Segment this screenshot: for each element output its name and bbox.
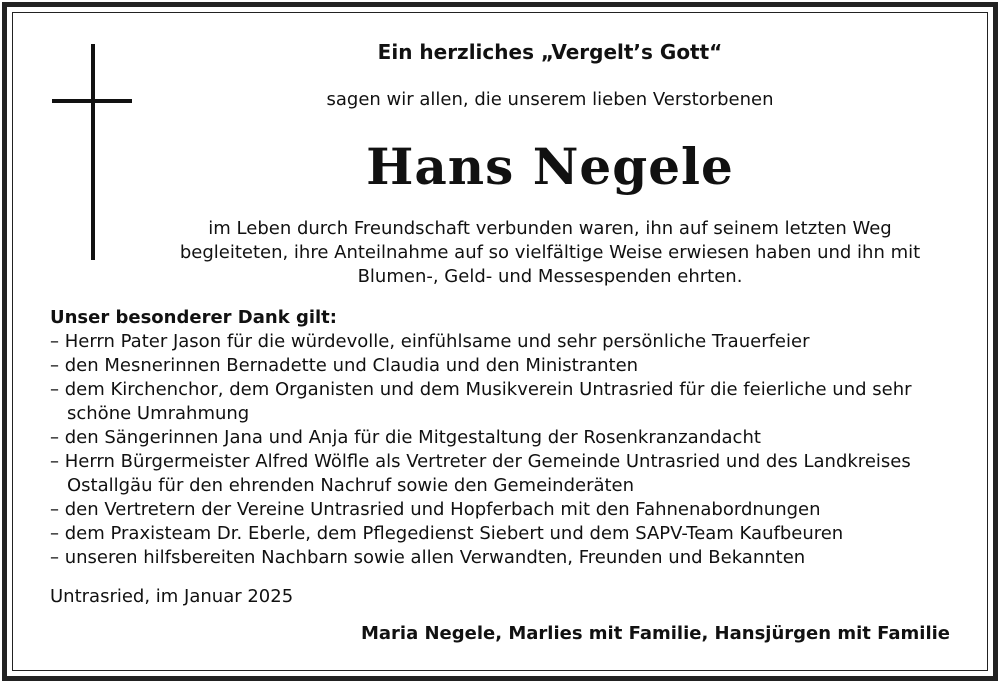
- thanks-title: Ein herzliches „Vergelt’s Gott“: [377, 40, 723, 64]
- intro-paragraph: [150, 217, 950, 289]
- list-item: – dem Praxisteam Dr. Eberle, dem Pflegedienst Siebert und dem SAPV-Team Kaufbeuren: [50, 523, 844, 544]
- intro-line: im Leben durch Freundschaft verbunden waren, ihn auf seinem letzten Weg: [208, 218, 892, 239]
- place-date: Untrasried, im Januar 2025: [50, 586, 294, 607]
- intro-line: Blumen-, Geld- und Messespenden ehrten.: [357, 266, 743, 287]
- list-item: – den Sängerinnen Jana und Anja für die Mitgestaltung der Rosenkranzandacht: [50, 427, 761, 448]
- acknowledgements-heading: Unser besonderer Dank gilt:: [50, 307, 337, 328]
- list-item: – den Vertretern der Vereine Untrasried und Hopferbach mit den Fahnenabordnungen: [50, 499, 821, 520]
- list-item: – den Mesnerinnen Bernadette und Claudia und den Ministranten: [50, 355, 639, 376]
- thanks-subtitle: sagen wir allen, die unserem lieben Verstorbenen: [326, 89, 774, 110]
- acknowledgements: [50, 306, 950, 570]
- list-item: – Herrn Bürgermeister Alfred Wölfle als Vertreter der Gemeinde Untrasried und des Landkreises Ostallgäu für den ehrenden Nachruf sowie den Gemeinderäten: [50, 451, 911, 496]
- acknowledgements-list: [50, 330, 950, 570]
- deceased-name: Hans Negele: [366, 137, 734, 196]
- list-item: – unseren hilfsbereiten Nachbarn sowie allen Verwandten, Freunden und Bekannten: [50, 547, 806, 568]
- list-item: – dem Kirchenchor, dem Organisten und dem Musikverein Untrasried für die feierliche und sehr schöne Umrahmung: [50, 379, 912, 424]
- cross-horizontal-bar: [52, 99, 132, 103]
- intro-line: begleiteten, ihre Anteilnahme auf so vielfältige Weise erwiesen haben und ihn mit: [179, 242, 921, 263]
- list-item: – Herrn Pater Jason für die würdevolle, einfühlsame und sehr persönliche Trauerfeier: [50, 331, 810, 352]
- signature: Maria Negele, Marlies mit Familie, Hansjürgen mit Familie: [360, 623, 950, 644]
- cross-vertical-bar: [91, 44, 95, 260]
